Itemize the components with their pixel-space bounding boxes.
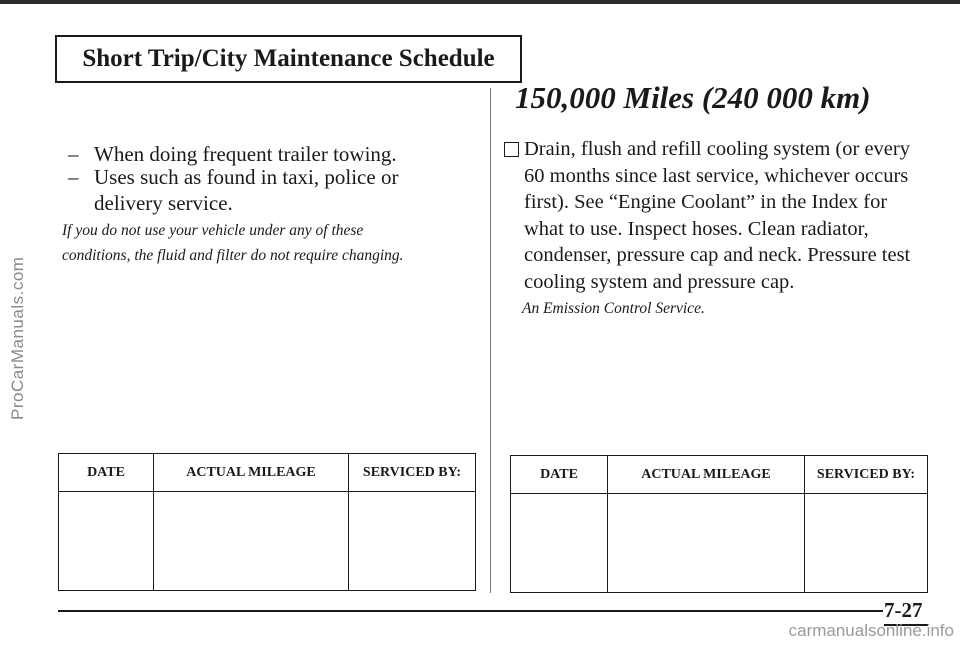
footer-rule <box>58 610 883 612</box>
date-cell[interactable] <box>59 492 154 591</box>
column-header-serviced-by: SERVICED BY: <box>805 456 928 494</box>
watermark-bottom: carmanualsonline.info <box>788 621 954 640</box>
table-row <box>59 492 476 591</box>
bullet-text: When doing frequent trailer towing. <box>94 142 397 166</box>
table-header-row <box>511 456 928 494</box>
top-rule <box>0 0 960 4</box>
watermark-side: ProCarManuals.com <box>8 256 27 420</box>
table-header-row <box>59 454 476 492</box>
mileage-cell[interactable] <box>608 494 805 593</box>
column-header-date: DATE <box>511 456 608 494</box>
section-heading: 150,000 Miles (240 000 km) <box>515 80 871 115</box>
service-log-table-left <box>58 453 476 591</box>
bullet-item <box>68 164 468 216</box>
serviced-by-cell[interactable] <box>349 492 476 591</box>
emission-note: An Emission Control Service. <box>522 300 705 317</box>
mileage-cell[interactable] <box>154 492 349 591</box>
column-header-date: DATE <box>59 454 154 492</box>
column-header-serviced-by: SERVICED BY: <box>349 454 476 492</box>
date-cell[interactable] <box>511 494 608 593</box>
service-item <box>504 136 924 295</box>
serviced-by-cell[interactable] <box>805 494 928 593</box>
page-number: 7-27 <box>884 598 923 622</box>
column-divider <box>490 88 491 593</box>
column-header-mileage: ACTUAL MILEAGE <box>608 456 805 494</box>
table-row <box>511 494 928 593</box>
bullet-dash: – <box>68 165 79 189</box>
bullet-text: Uses such as found in taxi, police or delivery service. <box>94 165 399 215</box>
bullet-dash: – <box>68 142 79 166</box>
column-header-mileage: ACTUAL MILEAGE <box>154 454 349 492</box>
service-log-table-right <box>510 455 928 593</box>
left-note: If you do not use your vehicle under any of these conditions, the fluid and filter do not require changing. <box>62 222 404 264</box>
service-item-text: Drain, flush and refill cooling system (or every 60 months since last service, whichever occurs first). See “Engine Coolant” in the Index for what to use. Inspect hoses. Clean radiator, condenser, pressure cap and neck. Pressure test cooling system and pressure cap. <box>524 138 911 293</box>
page-title: Short Trip/City Maintenance Schedule <box>55 35 522 83</box>
